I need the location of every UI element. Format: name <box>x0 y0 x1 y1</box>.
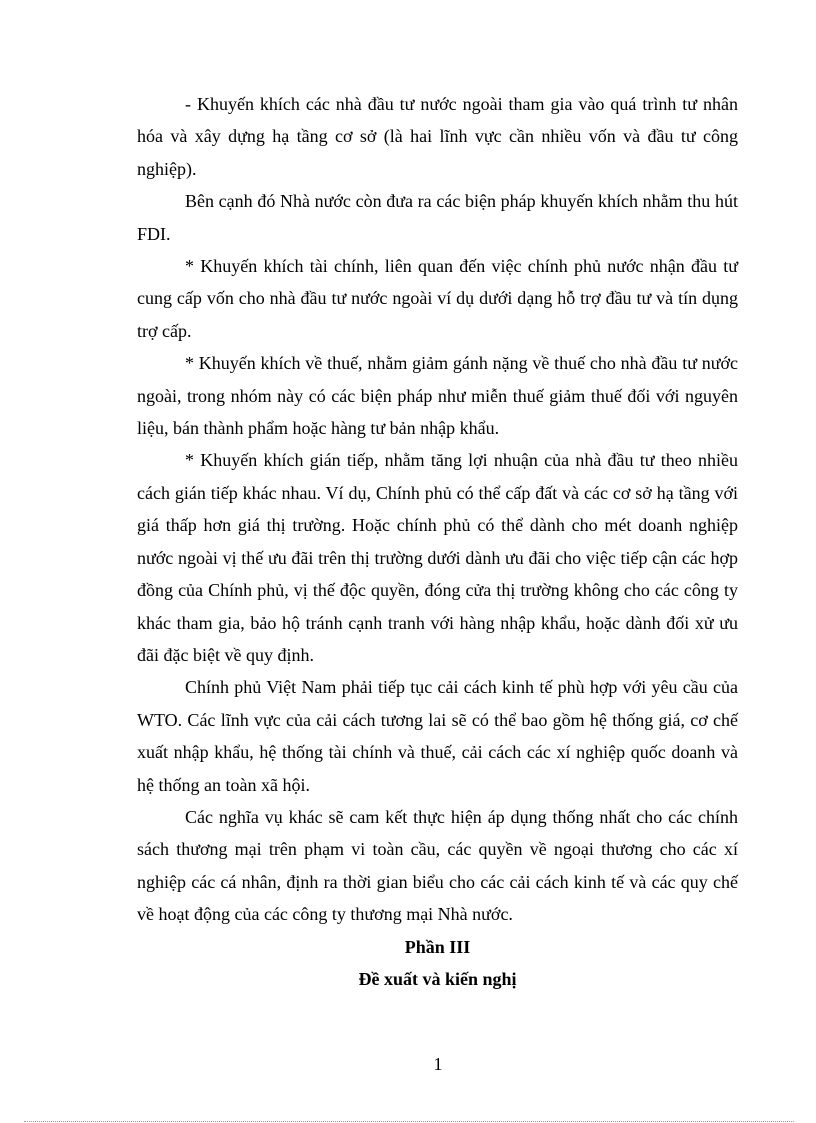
paragraph-private-sector-incentive: - Khuyến khích các nhà đầu tư nước ngoài tham gia vào quá trình tư nhân hóa và xây dựng hạ tầng cơ sở (là hai lĩnh vực cần nhiều vốn và đầu tư công nghiệp). <box>137 94 738 179</box>
section-label: Phần III <box>404 936 471 957</box>
paragraph-indirect-incentive: * Khuyến khích gián tiếp, nhằm tăng lợi nhuận của nhà đầu tư theo nhiều cách gián tiếp khác nhau. Ví dụ, Chính phủ có thể cấp đất và các cơ sở hạ tầng với giá thấp hơn giá thị trường. Hoặc chính phủ có thể dành cho mét doanh nghiệp nước ngoài vị thế ưu đãi trên thị trường dưới dành ưu đãi cho việc tiếp cận các hợp đồng của Chính phủ, vị thế độc quyền, đóng cửa thị trường không cho các công ty khác tham gia, bảo hộ tránh cạnh tranh với hàng nhập khẩu, hoặc dành đối xử ưu đãi đặc biệt về quy định. <box>137 450 738 665</box>
paragraph-tax-incentive: * Khuyến khích về thuế, nhằm giảm gánh nặng về thuế cho nhà đầu tư nước ngoài, trong nhóm này có các biện pháp như miễn thuế giảm thuế đối với nguyên liệu, bán thành phẩm hoặc hàng tư bản nhập khẩu. <box>137 353 738 439</box>
document-body <box>137 88 738 995</box>
footer-divider <box>24 1121 794 1122</box>
paragraph-other-obligations: Các nghĩa vụ khác sẽ cam kết thực hiện áp dụng thống nhất cho các chính sách thương mại trên phạm vi toàn cầu, các quyền về ngoại thương cho các xí nghiệp các cá nhân, định ra thời gian biểu cho các cải cách kinh tế và các quy chế về hoạt động của các công ty thương mại Nhà nước. <box>137 806 738 925</box>
paragraph-wto-reform: Chính phủ Việt Nam phải tiếp tục cải cách kinh tế phù hợp với yêu cầu của WTO. Các lĩnh vực của cải cách tương lai sẽ có thể bao gồm hệ thống giá, cơ chế xuất nhập khẩu, hệ thống tài chính và thuế, cải cách các xí nghiệp quốc doanh và hệ thống an toàn xã hội. <box>137 677 738 795</box>
paragraph-fdi-measures: Bên cạnh đó Nhà nước còn đưa ra các biện pháp khuyến khích nhằm thu hút FDI. <box>137 191 738 244</box>
paragraph-financial-incentive: * Khuyến khích tài chính, liên quan đến việc chính phủ nước nhận đầu tư cung cấp vốn cho nhà đầu tư nước ngoài ví dụ dưới dạng hỗ trợ đầu tư và tín dụng trợ cấp. <box>137 256 738 341</box>
page-number: 1 <box>433 1054 443 1074</box>
section-title: Đề xuất và kiến nghị <box>358 968 517 989</box>
